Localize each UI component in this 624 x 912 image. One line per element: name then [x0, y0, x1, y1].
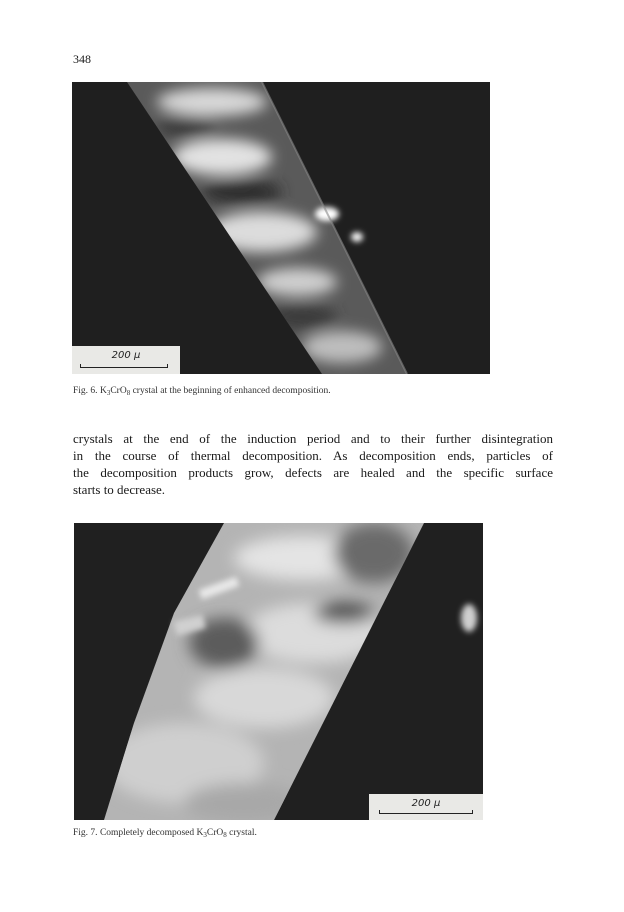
- caption-label: Fig. 7.: [73, 828, 98, 838]
- body-paragraph: [73, 430, 553, 498]
- caption-label: Fig. 6.: [73, 386, 98, 396]
- formula-cro: CrO: [110, 386, 127, 396]
- scale-bar-label: 200 µ: [411, 798, 441, 809]
- figure-7-caption: [73, 828, 257, 838]
- formula-k: K: [196, 828, 204, 838]
- body-line: starts to decrease.: [73, 482, 166, 497]
- scale-bar-6: [72, 346, 180, 374]
- caption-text-before: Completely decomposed: [99, 828, 195, 838]
- scale-bar-7: [369, 794, 483, 820]
- scale-bar-line: [379, 813, 473, 814]
- figure-7-micrograph: [74, 523, 483, 820]
- caption-text: crystal at the beginning of enhanced decomposition.: [132, 386, 331, 396]
- scale-bar-label: 200 µ: [111, 350, 141, 361]
- formula-k: K: [99, 386, 107, 396]
- crystal-micrograph-7: [74, 523, 483, 820]
- figure-6-micrograph: [72, 82, 490, 374]
- crystal-micrograph-6: [72, 82, 490, 374]
- caption-text-after: crystal.: [229, 828, 257, 838]
- scale-bar-line: [80, 367, 168, 368]
- figure-6-caption: [73, 386, 331, 396]
- formula-k-subscript: 3: [106, 389, 111, 397]
- formula-cro: CrO: [206, 828, 224, 838]
- body-line: crystals at the end of the induction period and to their further disintegration: [73, 431, 553, 446]
- formula-o-subscript: 8: [126, 389, 131, 397]
- formula-k-subscript: 3: [203, 831, 207, 839]
- body-line: the decomposition products grow, defects are healed and the specific surface: [73, 465, 553, 480]
- page-number: 348: [73, 52, 91, 66]
- formula-o-subscript: 8: [223, 831, 227, 839]
- body-line: in the course of thermal decomposition. As decomposition ends, particles of: [73, 448, 553, 463]
